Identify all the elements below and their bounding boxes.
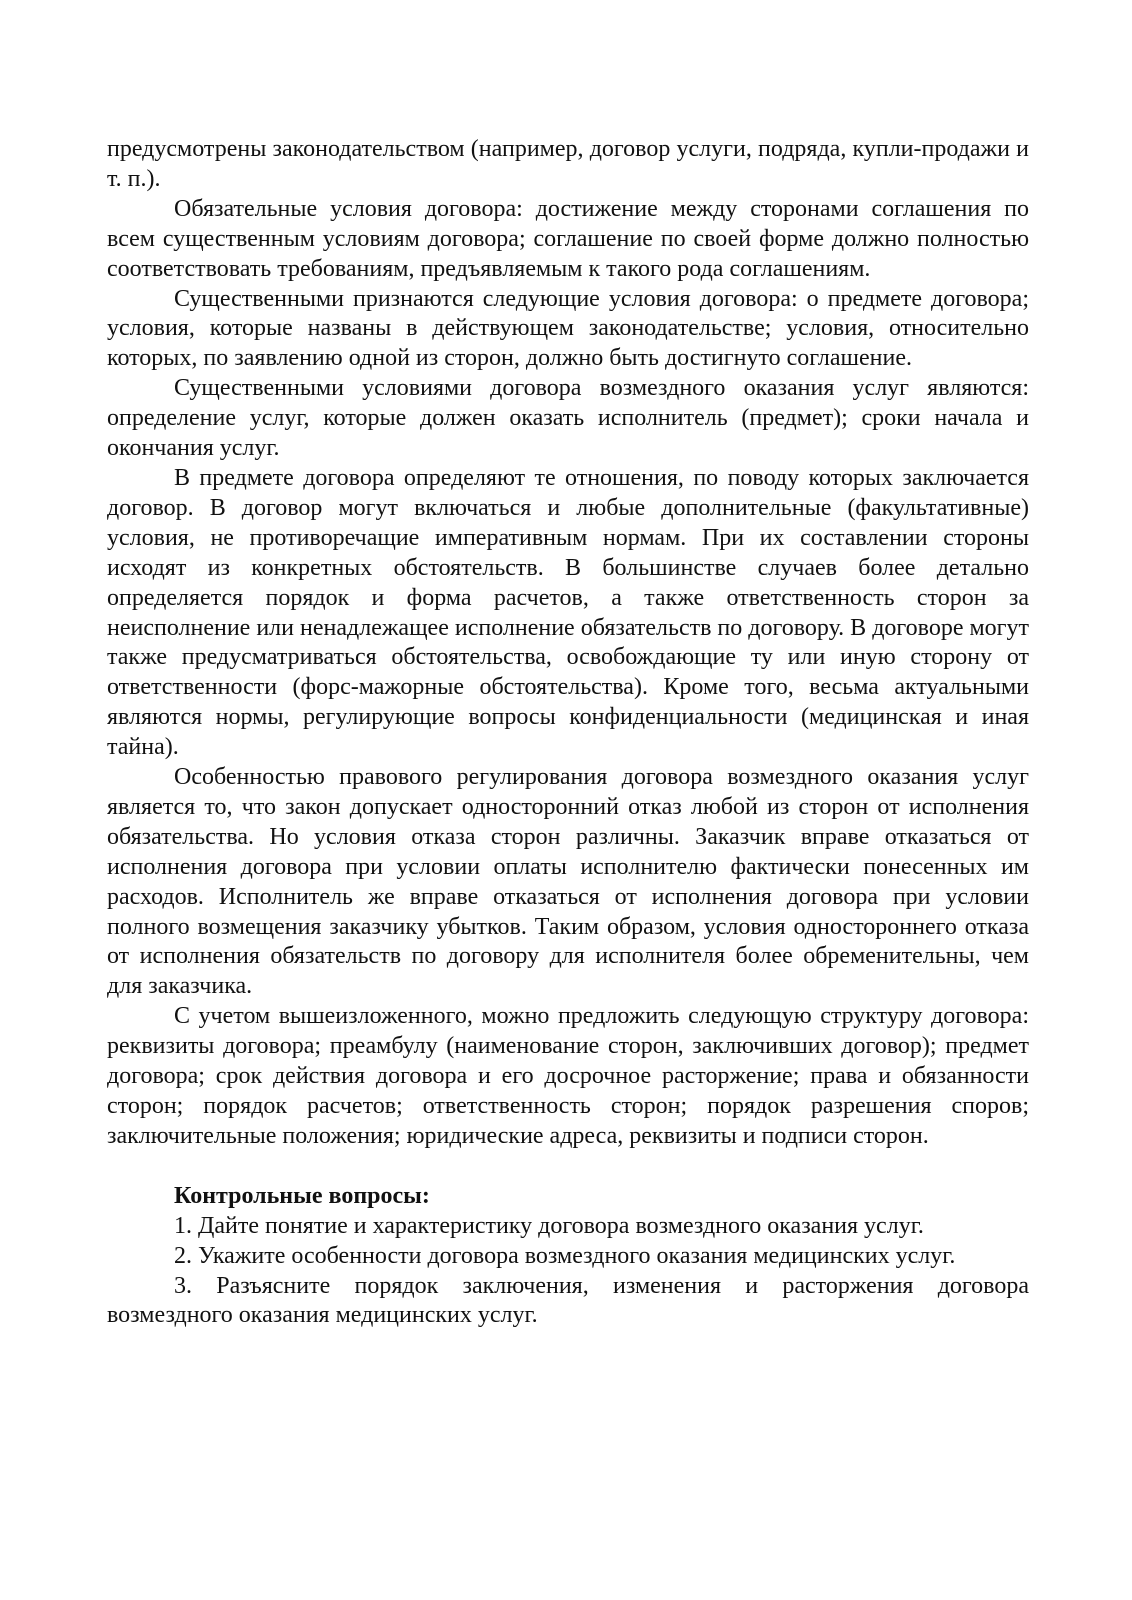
paragraph-essential-conditions: Существенными признаются следующие условия договора: о предмете договора; условия, которые названы в действующем законодательстве; условия, относительно которых, по заявлению одной из сторон, должно быть достигнуто соглашение.	[107, 285, 1029, 372]
paragraph-service-contract-conditions: Существенными условиями договора возмездного оказания услуг являются: определение услуг, которые должен оказать исполнитель (предмет); сроки начала и окончания услуг.	[107, 375, 1029, 462]
question-item: 1. Дайте понятие и характеристику договора возмездного оказания услуг.	[174, 1212, 924, 1239]
paragraph-mandatory-conditions: Обязательные условия договора: достижение между сторонами соглашения по всем существенным условиям договора; соглашение по своей форме должно полностью соответствовать требованиям, предъявляемым к такого рода соглашениям.	[107, 195, 1029, 282]
question-item: 2. Укажите особенности договора возмездного оказания медицинских услуг.	[174, 1242, 956, 1269]
paragraph-legal-regulation: Особенностью правового регулирования договора возмездного оказания услуг является то, что закон допускает односторонний отказ любой из сторон от исполнения обязательства. Но условия отказа сторон различны. Заказчик вправе отказаться от исполнения договора при условии оплаты исполнителю фактически понесенных им расходов. Исполнитель же вправе отказаться от исполнения договора при условии полного возмещения заказчику убытков. Таким образом, условия одностороннего отказа от исполнения обязательств по договору для исполнителя более обременительны, чем для заказчика.	[107, 764, 1029, 1000]
document-page	[107, 135, 1029, 1331]
question-item: 3. Разъясните порядок заключения, изменения и расторжения договора возмездного оказания медицинских услуг.	[107, 1272, 1029, 1329]
questions-heading: Контрольные вопросы:	[174, 1182, 430, 1209]
paragraph-continuation: предусмотрены законодательством (например, договор услуги, подряда, купли-продажи и т. п.).	[107, 136, 1029, 192]
paragraph-contract-subject: В предмете договора определяют те отношения, по поводу которых заключается договор. В договор могут включаться и любые дополнительные (факультативные) условия, не противоречащие императивным нормам. При их составлении стороны исходят из конкретных обстоятельств. В большинстве случаев более детально определяется порядок и форма расчетов, а также ответственность сторон за неисполнение или ненадлежащее исполнение обязательств по договору. В договоре могут также предусматриваться обстоятельства, освобождающие ту или иную сторону от ответственности (форс-мажорные обстоятельства). Кроме того, весьма актуальными являются нормы, регулирующие вопросы конфиденциальности (медицинская и иная тайна).	[107, 464, 1029, 761]
paragraph-contract-structure: С учетом вышеизложенного, можно предложить следующую структуру договора: реквизиты договора; преамбулу (наименование сторон, заключивших договор); предмет договора; срок действия договора и его досрочное расторжение; права и обязанности сторон; порядок расчетов; ответственность сторон; порядок разрешения споров; заключительные положения; юридические адреса, реквизиты и подписи сторон.	[107, 1003, 1029, 1149]
